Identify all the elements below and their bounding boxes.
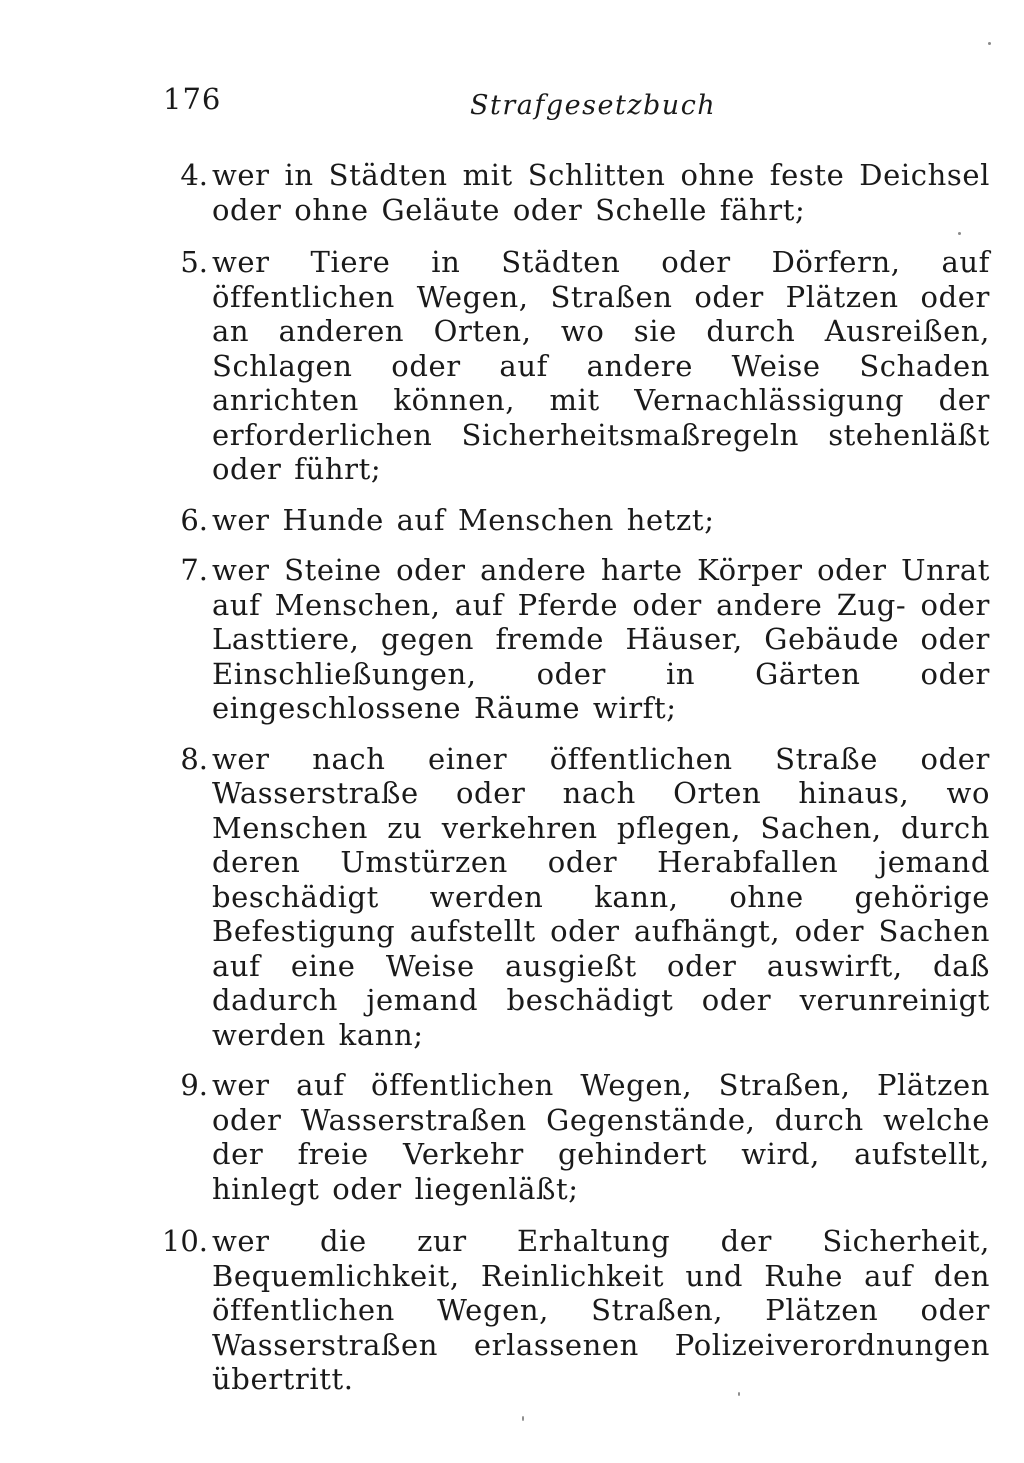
list-item-8 bbox=[150, 742, 990, 1053]
list-item-4 bbox=[150, 158, 990, 227]
list-item-6 bbox=[150, 503, 990, 538]
item-number: 7. bbox=[180, 553, 208, 587]
item-text: wer in Städten mit Schlitten ohne feste Deichsel oder ohne Geläute oder Schelle fährt; bbox=[212, 158, 990, 227]
item-number: 8. bbox=[180, 741, 208, 776]
item-text: wer die zur Erhaltung der Sicherheit, Bequemlichkeit, Reinlichkeit und Ruhe auf den öffentlichen Wegen, Straßen, Plätzen oder Wasserstraßen erlassenen Polizeiverordnungen übertritt. bbox=[212, 1224, 990, 1396]
list-item-5 bbox=[150, 245, 990, 487]
scan-speck bbox=[958, 232, 961, 235]
item-number: 6. bbox=[180, 502, 208, 537]
scan-speck bbox=[738, 1392, 740, 1396]
scan-speck bbox=[988, 42, 991, 45]
item-text: wer Hunde auf Menschen hetzt; bbox=[212, 502, 715, 537]
running-head: Strafgesetzbuch bbox=[470, 90, 717, 121]
item-text: wer Tiere in Städten oder Dörfern, auf öffentlichen Wegen, Straßen oder Plätzen oder an anderen Orten, wo sie durch Ausreißen, Schlagen oder auf andere Weise Schaden anrichten können, mit Vernachlässigung der erforderlichen Sicherheitsmaßregeln stehenläßt oder führt; bbox=[212, 245, 990, 486]
item-number: 5. bbox=[180, 245, 208, 279]
list-item-10 bbox=[150, 1224, 990, 1397]
item-number: 4. bbox=[180, 158, 208, 192]
list-item-9 bbox=[150, 1068, 990, 1206]
item-text: wer Steine oder andere harte Körper oder Unrat auf Menschen, auf Pferde oder andere Zug- oder Lasttiere, gegen fremde Häuser, Gebäude oder Einschließungen, oder in Gärten oder eingeschlossene Räume wirft; bbox=[212, 553, 990, 725]
item-text: wer auf öffentlichen Wegen, Straßen, Plätzen oder Wasserstraßen Gegenstände, durch welche der freie Verkehr gehindert wird, aufstellt, hinlegt oder liegenläßt; bbox=[212, 1068, 990, 1206]
item-text: wer nach einer öffentlichen Straße oder Wasserstraße oder nach Orten hinaus, wo Menschen zu verkehren pflegen, Sachen, durch deren Umstürzen oder Herabfallen jemand beschädigt werden kann, ohne gehörige Befestigung aufstellt oder aufhängt, oder Sachen auf eine Weise ausgießt oder auswirft, daß dadurch jemand beschädigt oder verunreinigt werden kann; bbox=[212, 741, 990, 1052]
scan-speck bbox=[522, 1416, 524, 1421]
list-item-7 bbox=[150, 553, 990, 726]
item-number: 9. bbox=[180, 1068, 208, 1102]
paragraph-list bbox=[150, 158, 990, 1397]
item-number: 10. bbox=[161, 1224, 208, 1258]
page-number: 176 bbox=[163, 82, 222, 116]
